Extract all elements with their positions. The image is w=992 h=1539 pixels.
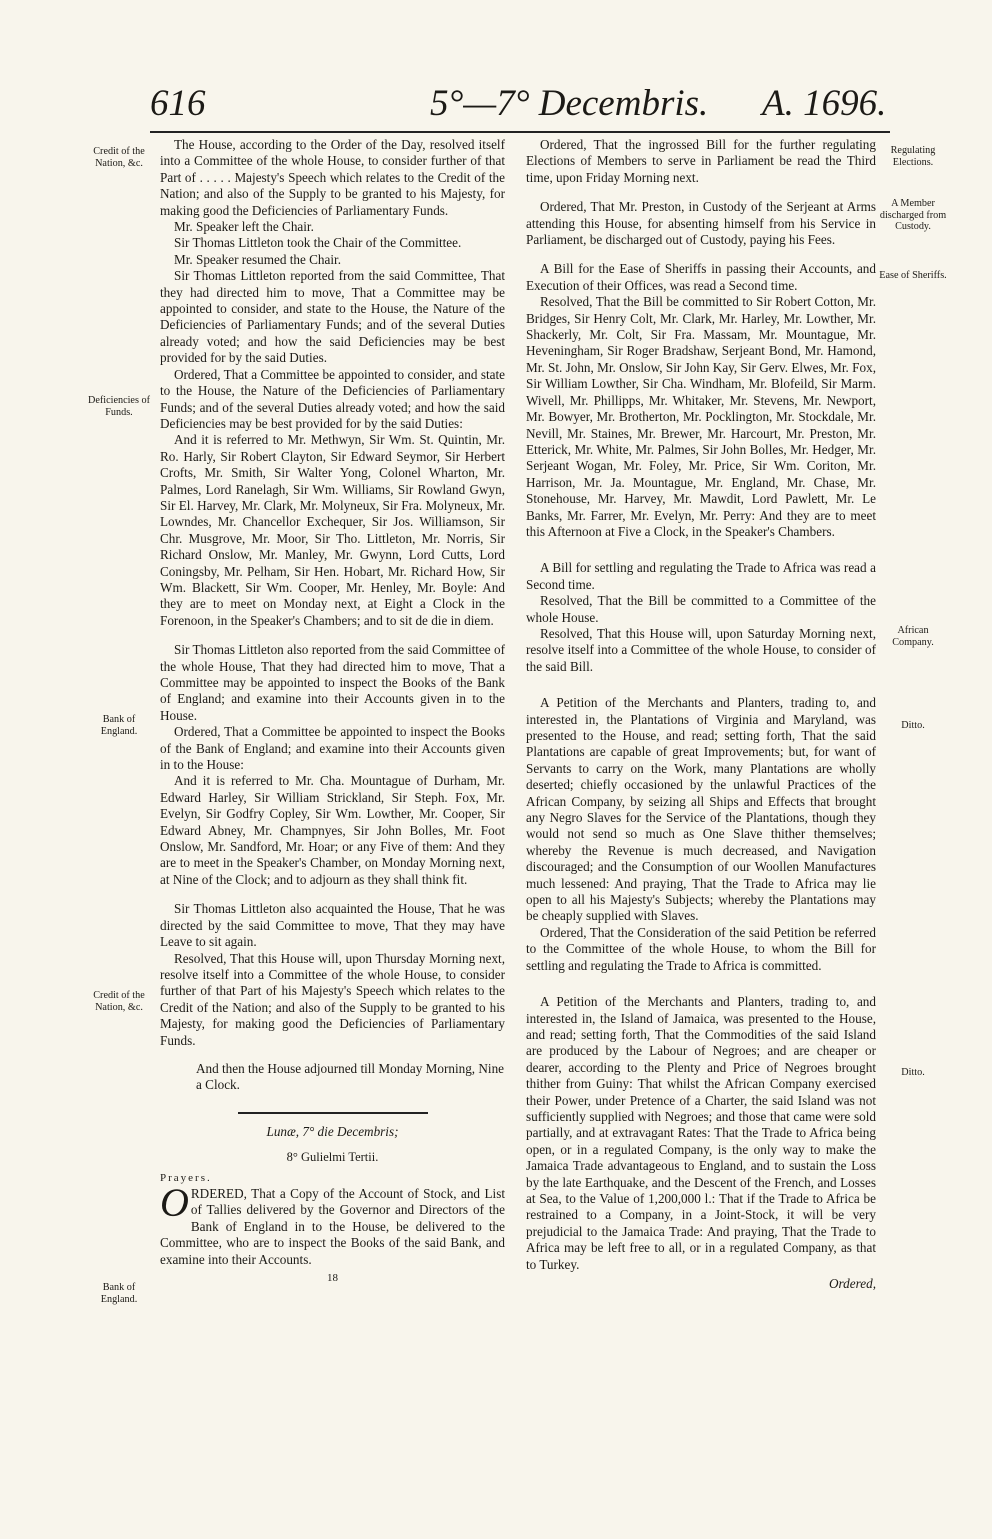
- paragraph: The House, according to the Order of the Day, resolved itself into a Committee of the whole House, to consider further of that Part of . . . . . Majesty's Speech which relates to the Credit of the Nation; and also of the Supply to be granted to his Majesty, for making good the Deficiencies of Parliamentary Funds.: [160, 137, 505, 218]
- margin-note-bank-of-england-2: Bank of England.: [100, 1282, 138, 1305]
- paragraph: Sir Thomas Littleton reported from the said Committee, That they had directed him to move, That a Committee may be appointed to consider, and state to the House, the Nature of the Deficiencies of Parliamentary Funds; and of the several Duties already voted; and how the said Deficiencies may be best provided for by the said Duties.: [160, 268, 505, 366]
- drop-cap: O: [160, 1179, 189, 1225]
- page-year: A. 1696.: [762, 83, 887, 124]
- paragraph: Ordered, That Mr. Preston, in Custody of the Serjeant at Arms attending this House, for absenting himself from his Service in Parliament, be discharged out of Custody, paying his Fees.: [526, 199, 876, 248]
- margin-note-regulating-elections: Regulating Elections.: [890, 145, 936, 168]
- header-rule: [150, 131, 890, 133]
- margin-note-credit-of-nation-2: Credit of the Nation, &c.: [93, 990, 145, 1013]
- paragraph: Ordered, That the Consideration of the said Petition be referred to the Committee of the whole House, to whom the Bill for settling and regulating the Trade to Africa is committed.: [526, 924, 876, 973]
- margin-note-deficiencies: Deficiencies of Funds.: [88, 395, 150, 418]
- paragraph-text: RDERED, That a Copy of the Account of Stock, and List of Tallies delivered by the Governor and Directors of the Bank of England in to the House, be delivered to the Committee, who are to inspect the Books of the said Bank, and examine into their Accounts.: [160, 1185, 505, 1267]
- paragraph: Sir Thomas Littleton also acquainted the House, That he was directed by the said Committee to move, That they may have Leave to sit again.: [160, 901, 505, 950]
- paragraph: Sir Thomas Littleton took the Chair of the Committee.: [174, 235, 462, 251]
- paragraph: Mr. Speaker left the Chair.: [174, 219, 314, 235]
- paragraph: Ordered, That a Committee be appointed to consider, and state to the House, the Nature of the Deficiencies of Parliamentary Funds; and of the several Duties already voted; and how the said Deficiencies may be best provided for by the said Duties:: [160, 366, 505, 431]
- margin-note-ditto-2: Ditto.: [901, 1067, 925, 1078]
- paragraph: Ordered, That the ingrossed Bill for the further regulating Elections of Members to serve in Parliament be read the Third time, upon Friday Morning next.: [526, 137, 876, 185]
- adjournment: And then the House adjourned till Monday Morning, Nine a Clock.: [196, 1060, 505, 1093]
- margin-note-ditto: Ditto.: [901, 720, 925, 731]
- page-number: 616: [150, 83, 206, 124]
- paragraph: Resolved, That this House will, upon Thursday Morning next, resolve itself into a Committee of the whole House, to consider further of that Part of his Majesty's Speech which relates to the Credit of the Nation; and also of the Supply to be granted to his Majesty, for making good the Deficiencies of Parliamentary Funds.: [160, 950, 505, 1048]
- paragraph: And it is referred to Mr. Methwyn, Sir Wm. St. Quintin, Mr. Ro. Harly, Sir Robert Clayton, Sir Edward Seymor, Sir Herbert Crofts, Mr. Smith, Sir Walter Yong, Colonel Wharton, Mr. Palmes, Lord Ranelagh, Sir Wm. Williams, Sir Rowland Gwyn, Sir El. Harvey, Mr. Clark, Mr. Molyneux, Sir Fra. Molyneux, Mr. Lowndes, Mr. Chancellor Exchequer, Sir Jos. Williamson, Sir Chr. Musgrove, Mr. Moor, Sir Tho. Littleton, Mr. Norris, Sir Richard Onslow, Mr. Manley, Mr. Gwynn, Lord Cutts, Lord Coningsby, Mr. Pelham, Sir Hen. Hobart, Mr. Richard How, Sir Wm. Blackett, Sir Wm. Cooper, Mr. Henley, Mr. Boyle: And they are to meet on Monday next, at Eight a Clock in the Forenoon, in the Speaker's Chambers; and to sit de die in diem.: [160, 432, 505, 628]
- prayers-heading: Prayers.: [160, 1171, 212, 1184]
- page-date-heading: 5°—7° Decembris.: [430, 83, 709, 124]
- signature-mark: 18: [327, 1272, 338, 1284]
- right-column: [526, 137, 876, 1292]
- margin-note-african-company: African Company.: [892, 625, 934, 648]
- paragraph: A Bill for settling and regulating the Trade to Africa was read a Second time.: [526, 560, 876, 592]
- paragraph: Ordered, That a Committee be appointed to inspect the Books of the Bank of England; and examine into their Accounts given in to the House:: [160, 724, 505, 773]
- section-rule: [238, 1112, 428, 1114]
- paragraph: A Bill for the Ease of Sheriffs in passing their Accounts, and Execution of their Offices, was read a Second time.: [526, 261, 876, 293]
- margin-note-bank-of-england: Bank of England.: [100, 714, 138, 737]
- paragraph: Resolved, That the Bill be committed to Sir Robert Cotton, Mr. Bridges, Sir Henry Colt, Mr. Clark, Mr. Harley, Mr. Lowther, Mr. Shackerly, Mr. Colt, Sir Fra. Massam, Mr. Mountague, Mr. Heveningham, Sir Roger Bradshaw, Serjeant Bond, Mr. Hamond, Mr. St. John, Mr. Onslow, Sir John Kay, Sir Gerv. Elwes, Mr. Fox, Sir William Lowther, Sir Cha. Windham, Mr. Blofeild, Sir Marm. Wivell, Mr. Phillipps, Mr. Whitaker, Mr. Stevens, Mr. Newport, Mr. Bowyer, Mr. Brotherton, Mr. Pocklington, Mr. Stockdale, Mr. Nevill, Mr. Staines, Mr. Brewer, Mr. Harcourt, Mr. Preston, Mr. Etterick, Mr. White, Mr. Palmes, Sir John Bolles, Mr. Hedger, Mr. Serjeant Wogan, Mr. Foley, Mr. Price, Sir Wm. Coriton, Mr. Harrison, Mr. Ja. Mountague, Mr. England, Mr. Chase, Mr. Stonehouse, Mr. Harvey, Mr. Mawdit, Lord Pawlett, Mr. Le Banks, Mr. Farrer, Mr. Evelyn, Mr. Perry: And they are to meet this Afternoon at Five a Clock, in the Speaker's Chambers.: [526, 294, 876, 539]
- day-heading: Lunæ, 7° die Decembris;: [266, 1123, 399, 1139]
- margin-note-credit-of-nation: Credit of the Nation, &c.: [93, 146, 145, 169]
- margin-note-ease-of-sheriffs: Ease of Sheriffs.: [879, 270, 947, 281]
- paragraph: A Petition of the Merchants and Planters, trading to, and interested in, the Plantations of Virginia and Maryland, was presented to the House, and read; setting forth, That the said Plantations are capable of great Improvements; but, for want of Servants to carry on the Work, many Plantations are wholly deserted; chiefly occasioned by the unlawful Practices of the African Company, by seizing all Ships and Effects that brought any Negro Slaves for the Service of the Plantations, though they would not send so much as One Slave thither themselves; whereby the Revenue is much decreased, and Navigation discouraged; and the Consumption of our Woollen Manufactures much lessened: And praying, That the Trade to Africa may lie open to all his Majesty's Subjects; whereby the Plantations may be cheaply supplied with Slaves.: [526, 695, 876, 924]
- paragraph: Resolved, That this House will, upon Saturday Morning next, resolve itself into a Committee of the whole House, to consider of the said Bill.: [526, 625, 876, 674]
- paragraph: Mr. Speaker resumed the Chair.: [174, 251, 341, 267]
- paragraph: Sir Thomas Littleton also reported from the said Committee of the whole House, That they had directed him to move, That a Committee may be appointed to inspect the Books of the Bank of England; and examine into their Accounts given in to the House.: [160, 642, 505, 723]
- paragraph: Resolved, That the Bill be committed to a Committee of the whole House.: [526, 593, 876, 625]
- paragraph: A Petition of the Merchants and Planters, trading to, and interested in, the Island of Jamaica, was presented to the House, and read; setting forth, That the Commodities of the said Island are produced by the Labour of Negroes; and are cheaper or dearer, according to the Plenty and Price of Negroes brought thither from Guiny: That whilst the African Company exercised their Power, under Pretence of a Charter, the said Island was not sufficiently supplied with Negroes; and those that came were sold partially, and at extravagant Rates: That the Trade to Africa being open, or in a regulated Company, is the only way to make the Jamaica Trade advantageous to England, and to sustain the Loss by the late Earthquake, and the Descent of the French, and Losses at Sea, to the Value of 1,200,000 l.: That if the Trade to Africa be restrained to a Company, in a Joint-Stock, it will be very prejudicial to the Jamaica Trade: And praying, That the Trade to Africa may be left free to all, or in a regulated Company, as that to Turkey.: [526, 994, 876, 1272]
- catchword: Ordered,: [829, 1276, 876, 1291]
- paragraph: [160, 1179, 505, 1268]
- left-column: [160, 137, 505, 1286]
- margin-note-member-discharged: A Member discharged from Custody.: [879, 198, 947, 232]
- regnal-year: 8° Gulielmi Tertii.: [286, 1150, 379, 1165]
- paragraph: And it is referred to Mr. Cha. Mountague of Durham, Mr. Edward Harley, Sir William Strickland, Sir Steph. Fox, Mr. Evelyn, Sir Godfry Copley, Sir Wm. Lowther, Mr. Cooper, Sir Edward Abney, Mr. Champnyes, Sir John Bolles, Mr. Foot Onslow, Mr. Sandford, Mr. Hoar; or any Five of them: And they are to meet in the Speaker's Chamber, on Monday Morning next, at Nine of the Clock; and to adjourn as they shall think fit.: [160, 773, 505, 887]
